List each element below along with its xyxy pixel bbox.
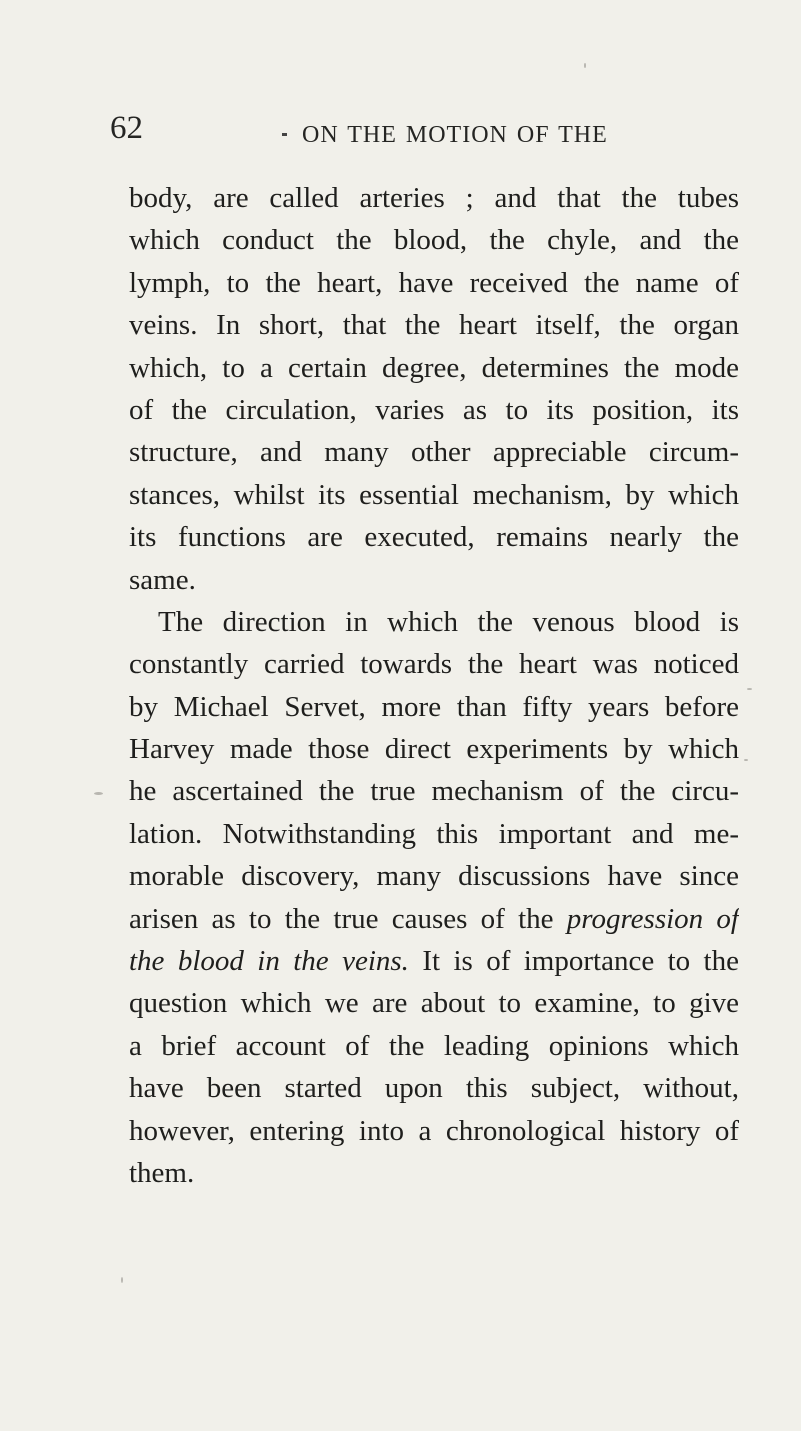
text-line: which, to a certain degree, determines the mode	[129, 351, 739, 384]
paragraph-end-line: them.	[129, 1156, 195, 1189]
running-head: ON THE MOTION OF THE	[302, 122, 608, 148]
italic-phrase: the blood in the veins.	[129, 945, 409, 978]
text-line: lymph, to the heart, have received the name of	[129, 266, 739, 299]
text-line: Harvey made those direct experiments by which	[129, 733, 739, 766]
running-head-mark	[282, 133, 287, 136]
text-line: a brief account of the leading opinions which	[129, 1029, 739, 1062]
text-line: which conduct the blood, the chyle, and the	[129, 224, 739, 257]
italic-phrase: progression of	[566, 902, 739, 935]
text-line: body, are called arteries ; and that the tubes	[129, 182, 739, 214]
text-line-with-italic	[129, 898, 739, 940]
text-line: question which we are about to examine, to give	[129, 987, 739, 1020]
line-prefix: arisen as to the true causes of the	[129, 902, 567, 935]
paper-speck	[121, 1277, 123, 1283]
text-line-with-italic	[129, 940, 739, 982]
paragraph-end-line: same.	[129, 563, 196, 596]
text-line: however, entering into a chronological history of	[129, 1114, 739, 1147]
text-line: veins. In short, that the heart itself, the organ	[129, 309, 739, 342]
text-line: of the circulation, varies as to its position, its	[129, 393, 739, 426]
text-line: he ascertained the true mechanism of the circu-	[129, 775, 739, 808]
text-line: have been started upon this subject, without,	[129, 1072, 739, 1105]
paragraph-start-line: The direction in which the venous blood is	[158, 605, 739, 638]
text-line: constantly carried towards the heart was noticed	[129, 648, 739, 681]
page-number: 62	[110, 110, 143, 146]
line-suffix: It is of importance to the	[408, 945, 739, 978]
text-line: structure, and many other appreciable circum-	[129, 436, 739, 469]
text-line: stances, whilst its essential mechanism, by which	[129, 478, 739, 511]
paper-speck	[744, 759, 748, 761]
body-text	[129, 177, 739, 1194]
text-line: lation. Notwithstanding this important and me-	[129, 817, 739, 850]
paper-speck	[584, 63, 586, 68]
paper-speck	[747, 688, 752, 690]
text-line: its functions are executed, remains nearly the	[129, 521, 739, 554]
text-line: morable discovery, many discussions have since	[129, 860, 739, 893]
text-line: by Michael Servet, more than fifty years before	[129, 690, 739, 723]
paper-speck	[94, 792, 103, 795]
